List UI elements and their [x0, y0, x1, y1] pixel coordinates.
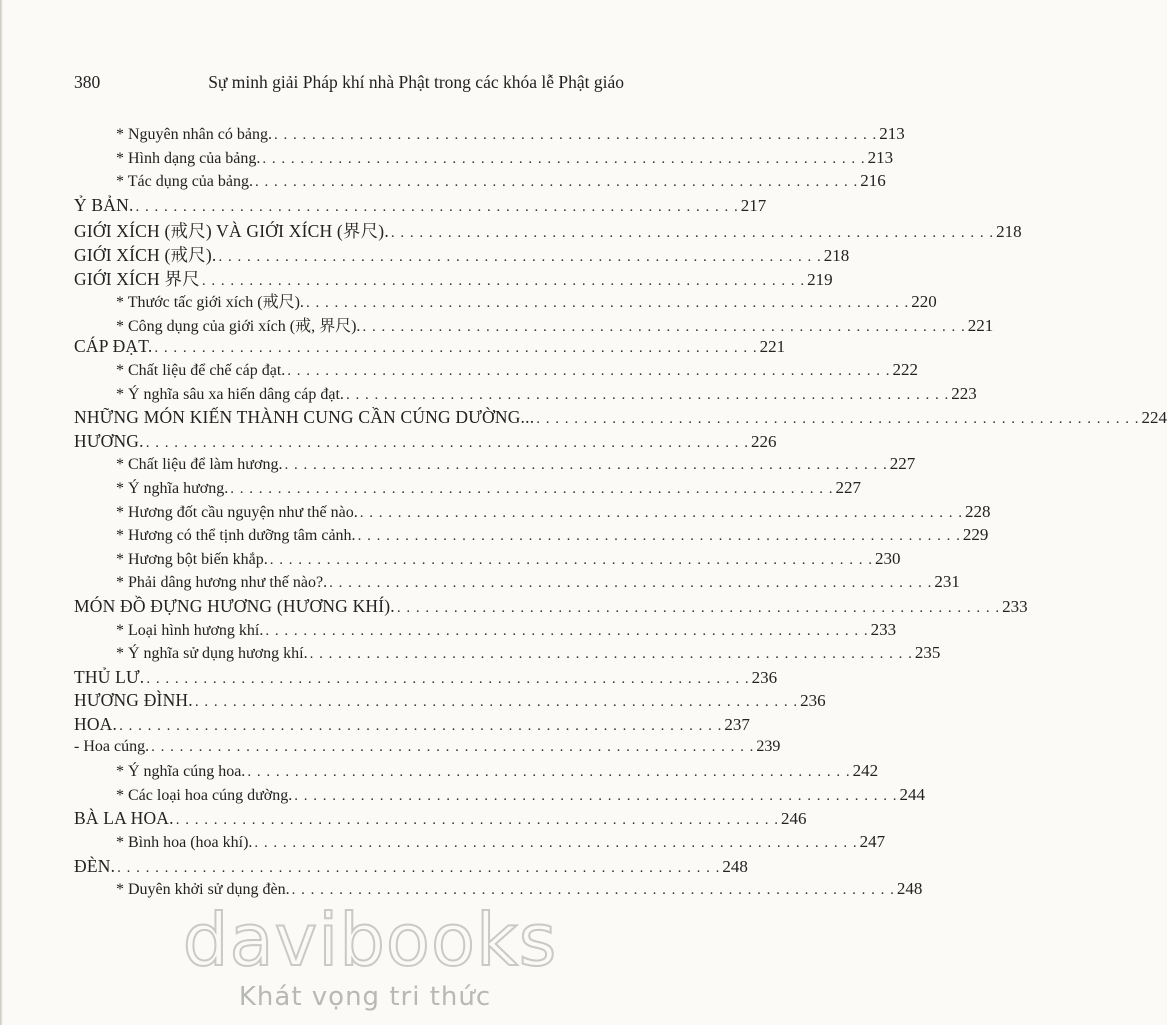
- toc-entry-title: * Ý nghĩa sâu xa hiến dâng cáp đạt.: [116, 385, 344, 403]
- toc-page-number: 248: [896, 879, 923, 899]
- toc-entry: [74, 218, 1022, 242]
- dot-leader: . . . . . . . . . . . . . . . . . . . . . . . . . . . . . . . . . . . . . . . . . . . . . . . . . . . . . . . . . . . . . . . .: [146, 670, 750, 687]
- toc-entry-title: * Công dụng của giới xích (戒, 界尺).: [116, 317, 361, 335]
- dot-leader: . . . . . . . . . . . . . . . . . . . . . . . . . . . . . . . . . . . . . . . . . . . . . . . . . . . . . . . . . . . . . . . .: [254, 835, 858, 851]
- toc-entry: [74, 407, 1167, 431]
- toc-page-number: 221: [967, 315, 994, 335]
- toc-page-number: 236: [800, 691, 826, 711]
- toc-page-number: 216: [860, 171, 886, 191]
- toc-entry-title: * Chất liệu để chế cáp đạt.: [116, 362, 286, 379]
- toc-page-number: 228: [965, 501, 991, 521]
- toc-entry-title: HƯƠNG.: [74, 430, 144, 451]
- toc-page-number: 237: [724, 715, 750, 734]
- toc-entry: [74, 879, 923, 903]
- toc-entry-title: * Phải dâng hương như thế nào?.: [116, 574, 328, 592]
- toc-page-number: 247: [859, 832, 886, 851]
- dot-leader: . . . . . . . . . . . . . . . . . . . . . . . . . . . . . . . . . . . . . . . . . . . . . . . . . . . . . . . . . . . . . . . .: [175, 812, 779, 829]
- toc-page-number: 229: [962, 525, 989, 545]
- toc-entry-title: * Duyên khởi sử dụng đèn.: [116, 881, 290, 899]
- toc-entry-title: * Bình hoa (hoa khí).: [116, 834, 253, 851]
- toc-entry: [74, 194, 767, 219]
- dot-leader: . . . . . . . . . . . . . . . . . . . . . . . . . . . . . . . . . . . . . . . . . . . . . . . . . . . . . . . . . . . . . . . .: [262, 150, 866, 167]
- toc-page-number: 242: [852, 761, 879, 781]
- toc-entry-title: * Ý nghĩa sử dụng hương khí.: [116, 645, 308, 663]
- dot-leader: . . . . . . . . . . . . . . . . . . . . . . . . . . . . . . . . . . . . . . . . . . . . . . . . . . . . . . . . . . . . . . . .: [357, 528, 961, 545]
- toc-entry: [74, 289, 937, 313]
- toc-entry: [74, 242, 850, 266]
- toc-entry-title: GIỚI XÍCH (戒尺) VÀ GIỚI XÍCH (界尺).: [74, 221, 389, 242]
- toc-entry: [74, 454, 916, 478]
- toc-entry-title: HƯƠNG ĐÌNH.: [74, 690, 193, 711]
- toc-entry: [74, 832, 886, 856]
- dot-leader: . . . . . . . . . . . . . . . . . . . . . . . . . . . . . . . . . . . . . . . . . . . . . . . . . . . . . . . . . . . . . . . .: [119, 718, 723, 734]
- toc-entry: [74, 124, 905, 148]
- toc-page-number: 248: [722, 856, 748, 876]
- toc-entry: [74, 855, 748, 880]
- toc-entry-title: * Các loại hoa cúng dường.: [116, 786, 293, 804]
- toc-entry-title: * Hương đốt cầu nguyện như thế nào.: [116, 503, 358, 521]
- toc-entry: [74, 478, 861, 502]
- toc-entry: [74, 313, 994, 337]
- toc-page-number: 222: [892, 360, 919, 379]
- dot-leader: . . . . . . . . . . . . . . . . . . . . . . . . . . . . . . . . . . . . . . . . . . . . . . . . . . . . . . . . . . . . . . . .: [154, 340, 758, 357]
- toc-page-number: 213: [867, 147, 894, 167]
- dot-leader: . . . . . . . . . . . . . . . . . . . . . . . . . . . . . . . . . . . . . . . . . . . . . . . . . . . . . . . . . . . . . . . .: [345, 386, 950, 403]
- dot-leader: . . . . . . . . . . . . . . . . . . . . . . . . . . . . . . . . . . . . . . . . . . . . . . . . . . . . . . . . . . . . . . . .: [536, 411, 1140, 428]
- toc-entry: [74, 784, 925, 809]
- toc-entry: [74, 643, 941, 667]
- toc-entry: [74, 714, 750, 738]
- toc-entry-title: * Ý nghĩa cúng hoa.: [116, 763, 246, 781]
- dot-leader: . . . . . . . . . . . . . . . . . . . . . . . . . . . . . . . . . . . . . . . . . . . . . . . . . . . . . . . . . . . . . . . .: [151, 738, 755, 755]
- toc-entry-title: * Hương có thể tịnh dưỡng tâm cảnh.: [116, 527, 356, 545]
- toc-entry-title: NHỮNG MÓN KIẾN THÀNH CUNG CẦN CÚNG DƯỜNG...: [74, 407, 535, 428]
- toc-page-number: 233: [1002, 597, 1028, 616]
- toc-page-number: 227: [889, 454, 916, 474]
- toc-page-number: 233: [870, 619, 897, 639]
- toc-entry: [74, 619, 897, 644]
- dot-leader: . . . . . . . . . . . . . . . . . . . . . . . . . . . . . . . . . . . . . . . . . . . . . . . . . . . . . . . . . . . . . . . .: [201, 272, 806, 289]
- toc-entry: [74, 147, 894, 172]
- toc-page-number: 239: [756, 737, 781, 755]
- toc-entry-title: * Tác dụng của bảng.: [116, 173, 253, 191]
- toc-page-number: 231: [934, 572, 960, 592]
- toc-entry-title: * Ý nghĩa hương.: [116, 480, 229, 497]
- toc-entry-title: * Hình dạng của bảng.: [116, 149, 261, 167]
- toc-page-number: 230: [875, 548, 901, 568]
- toc-entry: [74, 501, 991, 526]
- toc-page-number: 221: [759, 337, 786, 357]
- dot-leader: . . . . . . . . . . . . . . . . . . . . . . . . . . . . . . . . . . . . . . . . . . . . . . . . . . . . . . . . . . . . . . . .: [396, 600, 1001, 616]
- dot-leader: . . . . . . . . . . . . . . . . . . . . . . . . . . . . . . . . . . . . . . . . . . . . . . . . . . . . . . . . . . . . . . . .: [309, 646, 913, 663]
- toc-entry: [74, 336, 786, 360]
- dot-leader: . . . . . . . . . . . . . . . . . . . . . . . . . . . . . . . . . . . . . . . . . . . . . . . . . . . . . . . . . . . . . . . .: [247, 764, 851, 781]
- toc-entry: [74, 430, 777, 455]
- toc-page-number: 224: [1141, 408, 1167, 428]
- toc-entry-title: * Thước tấc giới xích (戒尺).: [116, 294, 304, 312]
- toc-entry-title: ĐÈN.: [74, 855, 116, 876]
- dot-leader: . . . . . . . . . . . . . . . . . . . . . . . . . . . . . . . . . . . . . . . . . . . . . . . . . . . . . . . . . . . . . . . .: [359, 504, 964, 521]
- toc-page-number: 227: [835, 478, 861, 497]
- toc-entry: [74, 171, 886, 195]
- toc-entry-title: Ỷ BẢN.: [74, 194, 134, 215]
- toc-entry: [74, 572, 960, 596]
- toc-page-number: 223: [951, 383, 977, 403]
- dot-leader: . . . . . . . . . . . . . . . . . . . . . . . . . . . . . . . . . . . . . . . . . . . . . . . . . . . . . . . . . . . . . . . .: [294, 787, 898, 804]
- watermark-brand: davibooks: [182, 898, 558, 982]
- toc-entry-title: * Loại hình hương khí.: [116, 621, 264, 639]
- toc-entry-title: * Nguyên nhân có bảng.: [116, 126, 272, 143]
- toc-entry: [74, 666, 778, 691]
- toc-page-number: 226: [750, 431, 777, 451]
- toc-entry: [74, 808, 807, 832]
- toc-entry: [74, 548, 901, 573]
- toc-page-number: 213: [879, 124, 905, 143]
- toc-entry-title: * Chất liệu để làm hương.: [116, 456, 283, 474]
- toc-entry-title: GIỚI XÍCH 界尺: [74, 268, 200, 289]
- toc-entry: [74, 596, 1028, 620]
- dot-leader: . . . . . . . . . . . . . . . . . . . . . . . . . . . . . . . . . . . . . . . . . . . . . . . . . . . . . . . . . . . . . . . .: [273, 127, 878, 143]
- toc-entry-title: MÓN ĐỒ ĐỰNG HƯƠNG (HƯƠNG KHÍ).: [74, 596, 395, 616]
- toc-page-number: 244: [899, 784, 925, 804]
- toc-entry: [74, 761, 879, 785]
- dot-leader: . . . . . . . . . . . . . . . . . . . . . . . . . . . . . . . . . . . . . . . . . . . . . . . . . . . . . . . . . . . . . . . .: [255, 174, 859, 191]
- dot-leader: . . . . . . . . . . . . . . . . . . . . . . . . . . . . . . . . . . . . . . . . . . . . . . . . . . . . . . . . . . . . . . . .: [145, 434, 749, 451]
- dot-leader: . . . . . . . . . . . . . . . . . . . . . . . . . . . . . . . . . . . . . . . . . . . . . . . . . . . . . . . . . . . . . . . .: [329, 575, 933, 592]
- toc-entry-title: GIỚI XÍCH (戒尺).: [74, 245, 217, 265]
- toc-entry: [74, 360, 919, 384]
- dot-leader: . . . . . . . . . . . . . . . . . . . . . . . . . . . . . . . . . . . . . . . . . . . . . . . . . . . . . . . . . . . . . . . .: [269, 551, 874, 568]
- toc-entry-title: - Hoa cúng.: [74, 737, 150, 755]
- dot-leader: . . . . . . . . . . . . . . . . . . . . . . . . . . . . . . . . . . . . . . . . . . . . . . . . . . . . . . . . . . . . . . . .: [390, 225, 995, 242]
- toc-page-number: 217: [740, 195, 767, 215]
- toc-page-number: 219: [807, 269, 833, 289]
- toc-entry-title: HOA.: [74, 714, 118, 734]
- toc-entry-title: CÁP ĐẠT.: [74, 336, 153, 357]
- dot-leader: . . . . . . . . . . . . . . . . . . . . . . . . . . . . . . . . . . . . . . . . . . . . . . . . . . . . . . . . . . . . . . . .: [117, 859, 721, 876]
- toc-entry: [74, 737, 781, 762]
- toc-entry-title: THỦ LƯ.: [74, 666, 145, 687]
- page-header: [74, 72, 624, 96]
- page-edge: [0, 0, 3, 1025]
- dot-leader: . . . . . . . . . . . . . . . . . . . . . . . . . . . . . . . . . . . . . . . . . . . . . . . . . . . . . . . . . . . . . . . .: [194, 694, 799, 711]
- toc-page-number: 246: [780, 809, 807, 829]
- toc-entry: [74, 266, 833, 290]
- dot-leader: . . . . . . . . . . . . . . . . . . . . . . . . . . . . . . . . . . . . . . . . . . . . . . . . . . . . . . . . . . . . . . . .: [362, 318, 966, 335]
- dot-leader: . . . . . . . . . . . . . . . . . . . . . . . . . . . . . . . . . . . . . . . . . . . . . . . . . . . . . . . . . . . . . . . .: [265, 622, 869, 639]
- running-title: Sự minh giải Pháp khí nhà Phật trong các khóa lễ Phật giáo: [208, 72, 624, 92]
- dot-leader: . . . . . . . . . . . . . . . . . . . . . . . . . . . . . . . . . . . . . . . . . . . . . . . . . . . . . . . . . . . . . . . .: [135, 198, 739, 215]
- dot-leader: . . . . . . . . . . . . . . . . . . . . . . . . . . . . . . . . . . . . . . . . . . . . . . . . . . . . . . . . . . . . . . . .: [218, 249, 822, 265]
- toc-page-number: 218: [996, 222, 1022, 242]
- dot-leader: . . . . . . . . . . . . . . . . . . . . . . . . . . . . . . . . . . . . . . . . . . . . . . . . . . . . . . . . . . . . . . . .: [230, 481, 834, 497]
- page-number: 380: [74, 72, 101, 92]
- watermark-slogan: Khát vọng tri thức: [238, 982, 492, 1012]
- toc-page-number: 236: [751, 667, 778, 687]
- toc-entry-title: BÀ LA HOA.: [74, 808, 174, 829]
- toc-entry-title: * Hương bột biến khắp.: [116, 550, 268, 568]
- toc-entry: [74, 383, 977, 408]
- toc-page-number: 235: [914, 643, 941, 663]
- toc-page-number: 218: [823, 246, 850, 265]
- dot-leader: . . . . . . . . . . . . . . . . . . . . . . . . . . . . . . . . . . . . . . . . . . . . . . . . . . . . . . . . . . . . . . . .: [305, 295, 910, 312]
- toc-page-number: 220: [911, 292, 937, 312]
- toc-entry: [74, 525, 989, 549]
- dot-leader: . . . . . . . . . . . . . . . . . . . . . . . . . . . . . . . . . . . . . . . . . . . . . . . . . . . . . . . . . . . . . . . .: [291, 882, 895, 899]
- dot-leader: . . . . . . . . . . . . . . . . . . . . . . . . . . . . . . . . . . . . . . . . . . . . . . . . . . . . . . . . . . . . . . . .: [284, 457, 888, 474]
- toc-entry: [74, 690, 826, 714]
- dot-leader: . . . . . . . . . . . . . . . . . . . . . . . . . . . . . . . . . . . . . . . . . . . . . . . . . . . . . . . . . . . . . . . .: [287, 363, 891, 379]
